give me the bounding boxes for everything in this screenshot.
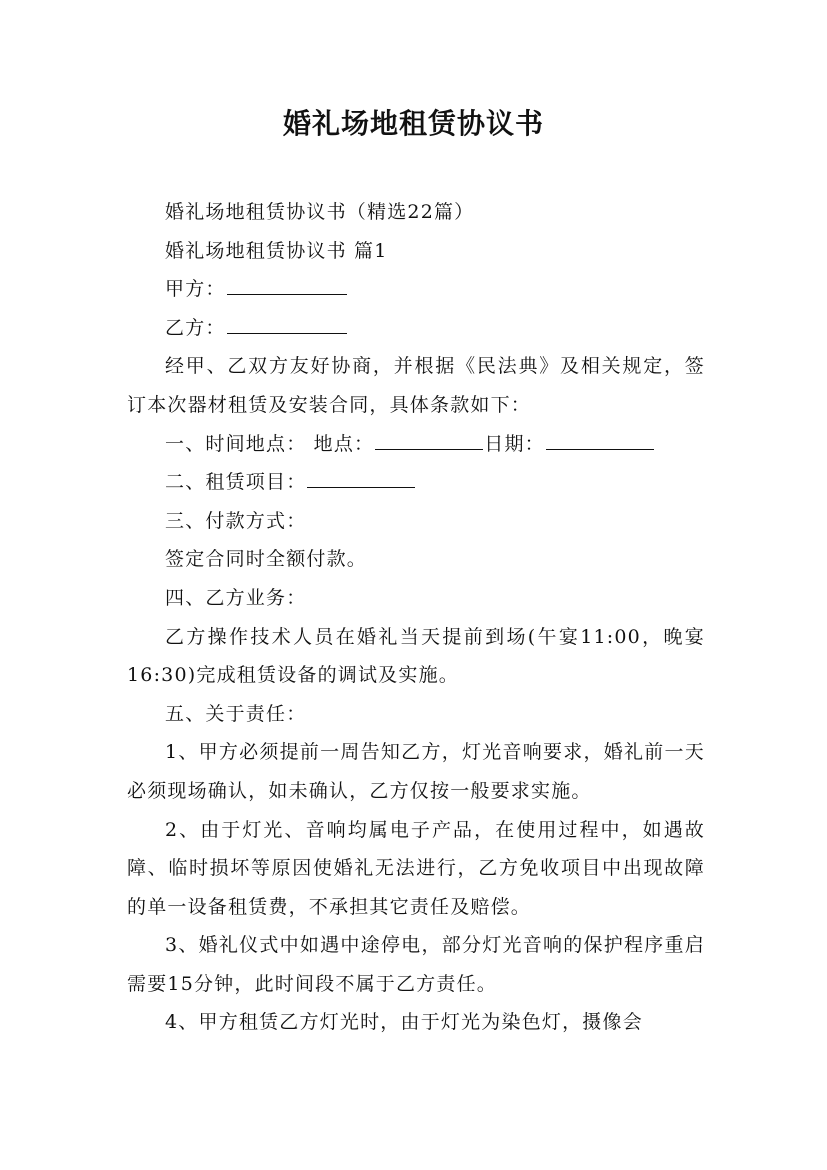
document-body: [127, 193, 705, 1042]
paragraph-clause-3: 3、婚礼仪式中如遇中途停电，部分灯光音响的保护程序重启需要15分钟，此时间段不属于乙方责任。: [127, 934, 705, 995]
date-blank: [546, 445, 654, 450]
time-location-line: [127, 425, 705, 464]
party-a-label: 甲方：: [165, 278, 226, 301]
time-location-label: 一、时间地点： 地点：: [165, 432, 375, 455]
paragraph-preamble: 经甲、乙双方友好协商，并根据《民法典》及相关规定，签订本次器材租赁及安装合同，具体条款如下：: [127, 355, 705, 416]
party-b-blank: [227, 329, 347, 334]
party-b-label: 乙方：: [165, 316, 226, 339]
date-label: 日期：: [484, 432, 545, 455]
document-title: 婚礼场地租赁协议书: [282, 107, 544, 140]
party-b-line: [127, 309, 705, 348]
paragraph-clause-1: 1、甲方必须提前一周告知乙方，灯光音响要求，婚礼前一天必须现场确认，如未确认，乙方仅按一般要求实施。: [127, 741, 705, 802]
paragraph-collection-title: 婚礼场地租赁协议书（精选22篇）: [165, 201, 475, 223]
paragraph-responsibility-heading: 五、关于责任：: [165, 702, 307, 725]
rental-items-blank: [307, 483, 415, 488]
party-a-blank: [227, 290, 347, 295]
location-blank: [375, 445, 483, 450]
paragraph-clause-4: 4、甲方租赁乙方灯光时，由于灯光为染色灯，摄像会: [165, 1011, 643, 1034]
paragraph-party-b-business-heading: 四、乙方业务：: [165, 586, 307, 609]
rental-items-line: [127, 463, 705, 502]
party-a-line: [127, 270, 705, 309]
paragraph-payment-terms: 签定合同时全额付款。: [165, 548, 368, 571]
paragraph-payment-heading: 三、付款方式：: [165, 509, 307, 532]
paragraph-party-b-business: 乙方操作技术人员在婚礼当天提前到场(午宴11:00，晚宴16:30)完成租赁设备的调试及实施。: [127, 625, 705, 687]
paragraph-article-heading: 婚礼场地租赁协议书 篇1: [165, 239, 388, 262]
paragraph-clause-2: 2、由于灯光、音响均属电子产品，在使用过程中，如遇故障、临时损坏等原因使婚礼无法进行，乙方免收项目中出现故障的单一设备租赁费，不承担其它责任及赔偿。: [127, 818, 705, 918]
rental-items-label: 二、租赁项目：: [165, 471, 307, 494]
